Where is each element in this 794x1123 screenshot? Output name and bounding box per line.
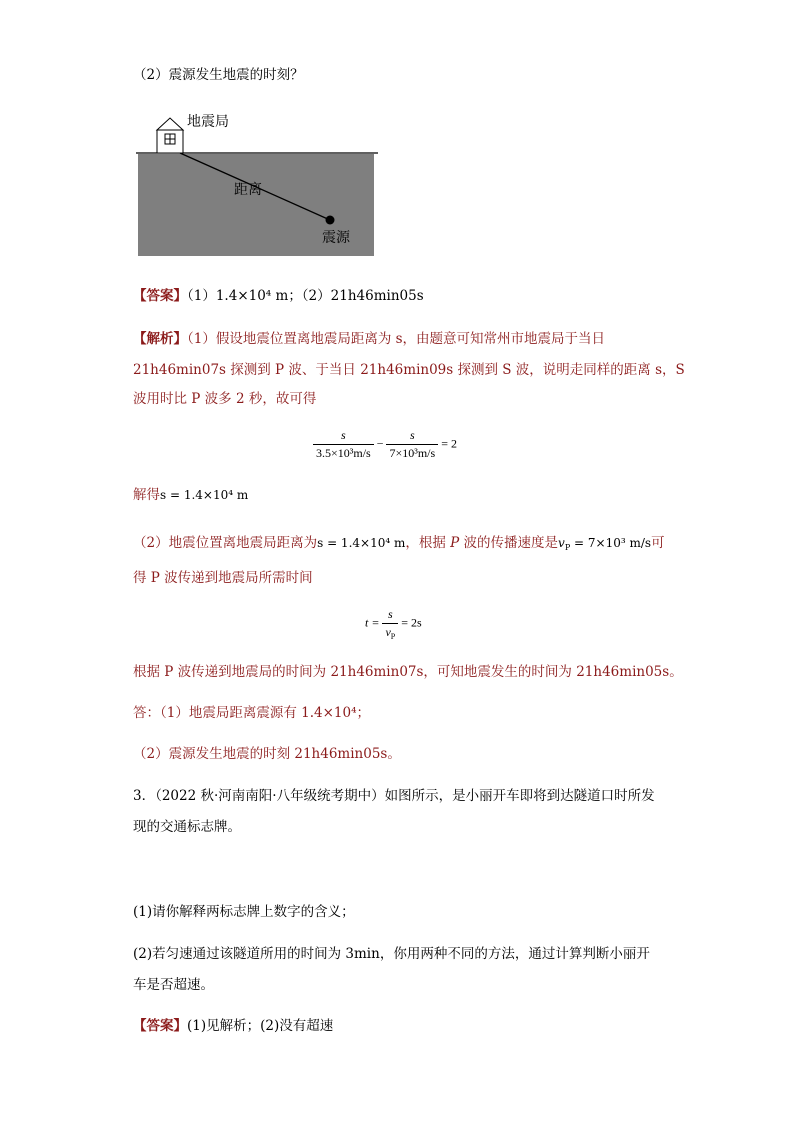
analysis-line-3: 波用时比 P 波多 2 秒，故可得: [133, 391, 317, 407]
label-source: 震源: [322, 230, 350, 246]
analysis-tag: 【解析】: [133, 331, 187, 347]
p2-line-1: （2）地震位置离地震局距离为s = 1.4×10⁴ m，根据 P 波的传播速度是$v_P = 7\times 10^3$ m/s可: [133, 535, 665, 552]
q3-sub-2-line-2: 车是否超速。: [133, 977, 214, 993]
answer-conclusion-1: 答：（1）地震局距离震源有 1.4×10⁴；: [133, 705, 371, 721]
label-distance: 距离: [234, 182, 262, 198]
q3-sub-2-line-1: (2)若匀速通过该隧道所用的时间为 3min，你用两种不同的方法，通过计算判断小丽开: [133, 946, 650, 962]
answer-tag: 【答案】: [133, 288, 187, 304]
answer-part1-value: 1.4×10⁴ m: [215, 288, 289, 304]
analysis-line-1: [133, 330, 605, 348]
solve-line: [133, 486, 248, 504]
eq2-rhs: = 2s: [401, 615, 422, 630]
q3-line-1: 3．（2022 秋·河南南阳·八年级统考期中）如图所示，是小丽开车即将到达隧道口时所发: [133, 788, 655, 804]
q3-answer-tag: 【答案】: [133, 1018, 187, 1034]
eq1-rhs: = 2: [441, 436, 457, 451]
p2-line-3: 根据 P 波传递到地震局的时间为 21h46min07s，可知地震发生的时间为 21h46min05s。: [133, 664, 683, 680]
answer-part2-value: 21h46min05s: [330, 288, 424, 304]
house-icon: [157, 118, 183, 153]
q3-answer-line: [133, 1017, 333, 1035]
eq1-minus: −: [376, 436, 384, 451]
label-bureau: 地震局: [187, 114, 229, 130]
answer-sep: ；（2）: [288, 288, 331, 304]
answer-line: [133, 287, 424, 305]
eq2-frac: $\frac{s}{v_P}$: [382, 607, 398, 640]
analysis-text-1: （1）假设地震位置离地震局距离为 s，由题意可知常州市地震局于当日: [187, 331, 606, 347]
q3-answer-text: (1)见解析；(2)没有超速: [187, 1018, 334, 1034]
solve-prefix: 解得: [133, 487, 160, 503]
answer-conclusion-2: （2）震源发生地震的时刻 21h46min05s。: [133, 746, 401, 762]
p2-line-2: 得 P 波传递到地震局所需时间: [133, 570, 313, 586]
solve-value: s = 1.4×10⁴ m: [160, 488, 249, 502]
eq1-frac1: $\frac{s}{\text{3.5×10³m/s}}$: [313, 428, 374, 461]
equation-1: [313, 428, 457, 461]
answer-part1-prefix: （1）: [187, 288, 216, 304]
equation-2: t = $\frac{s}{v_P}$ = 2s: [365, 607, 422, 641]
earthquake-diagram: [130, 110, 380, 260]
source-dot: [326, 216, 335, 225]
analysis-line-2: 21h46min07s 探测到 P 波、于当日 21h46min09s 探测到 S 波，说明走同样的距离 s，S: [133, 362, 685, 378]
q2-question: （2）震源发生地震的时刻？: [133, 67, 304, 83]
eq1-frac2: $\frac{s}{\text{7×10³m/s}}$: [386, 428, 438, 461]
q3-sub-1: (1)请你解释两标志牌上数字的含义；: [133, 904, 355, 920]
q3-line-2: 现的交通标志牌。: [133, 819, 241, 835]
